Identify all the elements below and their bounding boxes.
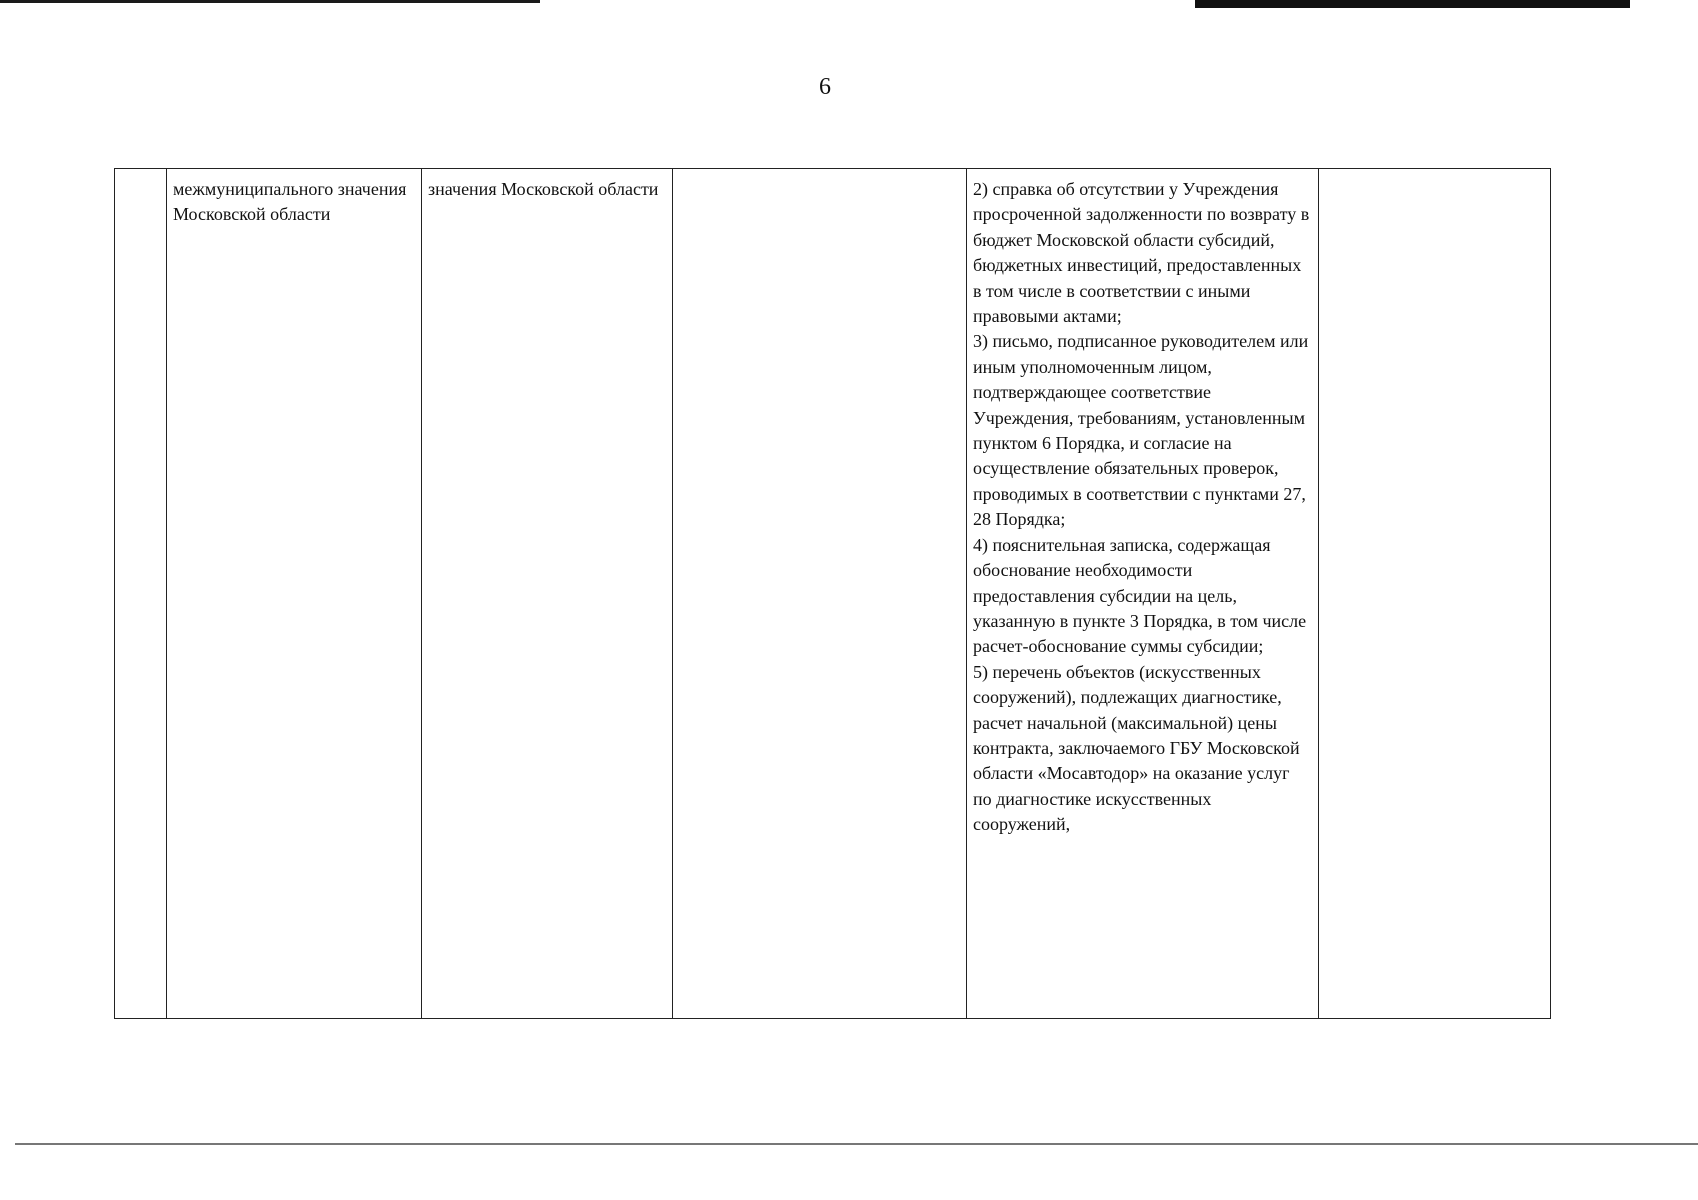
scan-top-edge-right bbox=[1195, 0, 1630, 8]
table-cell-number bbox=[115, 169, 167, 1019]
table-cell-road-category: межмуниципального значения Московской области bbox=[167, 169, 422, 1019]
table-cell-documents-list: 2) справка об отсутствии у Учреждения просроченной задолженности по возврату в бюджет Московской области субсидий, бюджетных инвестиций, предоставленных в том числе в соответствии с иными правовыми актами; 3) письмо, подписанное руководителем или иным уполномоченным лицом, подтверждающее соответствие Учреждения, требованиям, установленным пунктом 6 Порядка, и согласие на осуществление обязательных проверок, проводимых в соответствии с пунктами 27, 28 Порядка; 4) пояснительная записка, содержащая обоснование необходимости предоставления субсидии на цель, указанную в пункте 3 Порядка, в том числе расчет-обоснование суммы субсидии; 5) перечень объектов (искусственных сооружений), подлежащих диагностике, расчет начальной (максимальной) цены контракта, заключаемого ГБУ Московской области «Мосавтодор» на оказание услуг по диагностике искусственных сооружений, bbox=[967, 169, 1319, 1019]
scan-top-edge-left bbox=[0, 0, 540, 3]
page-number: 6 bbox=[819, 74, 831, 100]
document-table bbox=[114, 168, 1551, 1019]
table-cell-empty bbox=[673, 169, 967, 1019]
table-cell-road-significance: значения Московской области bbox=[422, 169, 673, 1019]
scan-bottom-rule bbox=[15, 1143, 1698, 1145]
table-row bbox=[115, 169, 1551, 1019]
table-cell-notes bbox=[1319, 169, 1551, 1019]
